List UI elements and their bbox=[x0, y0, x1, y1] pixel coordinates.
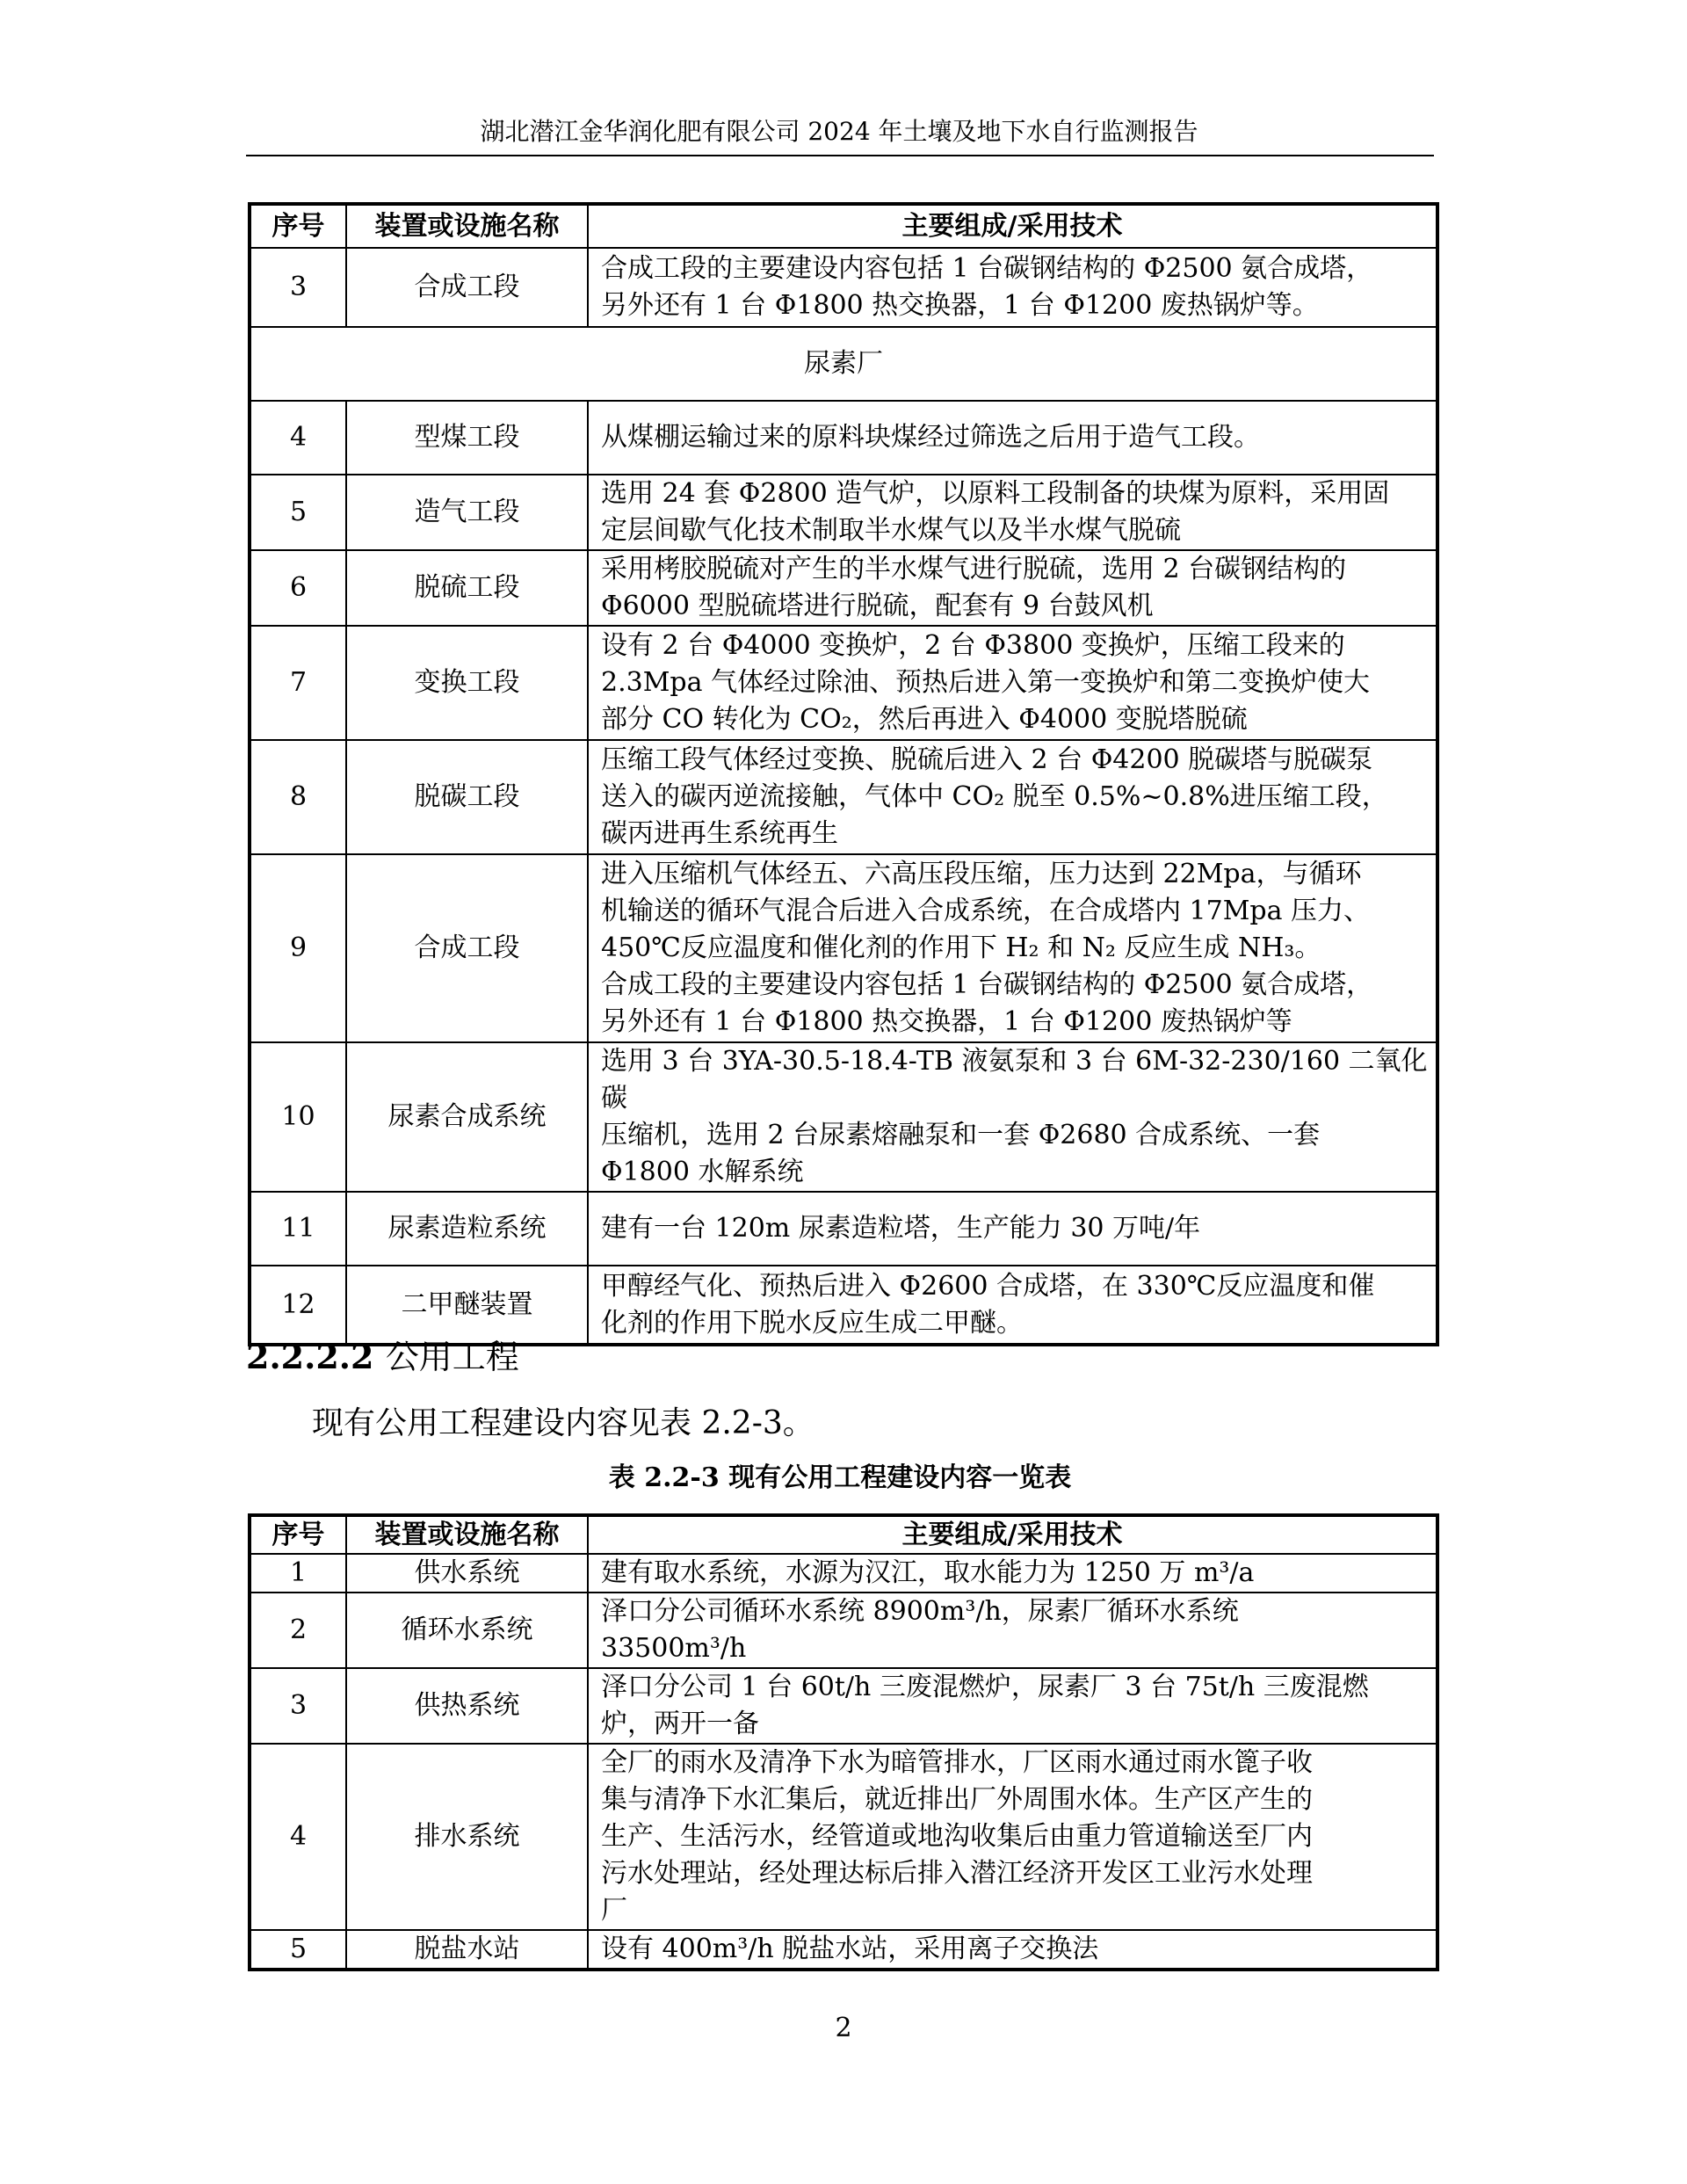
table-row bbox=[250, 1266, 1437, 1345]
row-facility-name: 合成工段 bbox=[346, 248, 588, 327]
row-facility-name: 排水系统 bbox=[346, 1744, 588, 1930]
row-description: 泽口分公司 1 台 60t/h 三废混燃炉，尿素厂 3 台 75t/h 三废混燃 炉，两开一备 bbox=[588, 1668, 1437, 1744]
row-facility-name: 脱盐水站 bbox=[346, 1930, 588, 1970]
row-description: 压缩工段气体经过变换、脱硫后进入 2 台 Φ4200 脱碳塔与脱碳泵 送入的碳丙逆流接触，气体中 CO₂ 脱至 0.5%~0.8%进压缩工段， 碳丙进再生系统再生 bbox=[588, 740, 1437, 854]
column-header-no: 序号 bbox=[250, 1515, 346, 1554]
row-number: 7 bbox=[250, 626, 346, 740]
column-header-no: 序号 bbox=[250, 204, 346, 248]
row-facility-name: 尿素造粒系统 bbox=[346, 1192, 588, 1266]
row-number: 9 bbox=[250, 854, 346, 1042]
column-header-tech: 主要组成/采用技术 bbox=[588, 204, 1437, 248]
row-number: 12 bbox=[250, 1266, 346, 1345]
row-description: 合成工段的主要建设内容包括 1 台碳钢结构的 Φ2500 氨合成塔， 另外还有 1 台 Φ1800 热交换器，1 台 Φ1200 废热锅炉等。 bbox=[588, 248, 1437, 327]
facility-table bbox=[248, 202, 1439, 1346]
table-row bbox=[250, 1668, 1437, 1744]
row-number: 3 bbox=[250, 248, 346, 327]
utility-table bbox=[248, 1513, 1439, 1971]
table-row bbox=[250, 475, 1437, 550]
table-row bbox=[250, 248, 1437, 327]
table-row bbox=[250, 854, 1437, 1042]
row-description: 建有一台 120m 尿素造粒塔，生产能力 30 万吨/年 bbox=[588, 1192, 1437, 1266]
row-description: 建有取水系统，水源为汉江，取水能力为 1250 万 m³/a bbox=[588, 1554, 1437, 1593]
row-number: 5 bbox=[250, 1930, 346, 1970]
row-facility-name: 脱碳工段 bbox=[346, 740, 588, 854]
table-row bbox=[250, 626, 1437, 740]
table-row bbox=[250, 740, 1437, 854]
group-label: 尿素厂 bbox=[250, 327, 1437, 401]
row-facility-name: 合成工段 bbox=[346, 854, 588, 1042]
table-row bbox=[250, 1593, 1437, 1668]
row-description: 进入压缩机气体经五、六高压段压缩，压力达到 22Mpa，与循环 机输送的循环气混合后进入合成系统，在合成塔内 17Mpa 压力、 450℃反应温度和催化剂的作用下 H₂ 和 N₂ 反应生成 NH₃。 合成工段的主要建设内容包括 1 台碳钢结构的 Φ2500 氨合成塔， 另外还有 1 台 Φ1800 热交换器，1 台 Φ1200 废热锅炉等 bbox=[588, 854, 1437, 1042]
column-header-tech: 主要组成/采用技术 bbox=[588, 1515, 1437, 1554]
row-description: 从煤棚运输过来的原料块煤经过筛选之后用于造气工段。 bbox=[588, 401, 1437, 475]
row-description: 选用 24 套 Φ2800 造气炉，以原料工段制备的块煤为原料，采用固 定层间歇气化技术制取半水煤气以及半水煤气脱硫 bbox=[588, 475, 1437, 550]
row-number: 11 bbox=[250, 1192, 346, 1266]
table-row bbox=[250, 1744, 1437, 1930]
column-header-name: 装置或设施名称 bbox=[346, 204, 588, 248]
row-description: 全厂的雨水及清净下水为暗管排水，厂区雨水通过雨水篦子收 集与清净下水汇集后，就近排出厂外周围水体。生产区产生的 生产、生活污水，经管道或地沟收集后由重力管道输送至厂内 污水处理站，经处理达标后排入潜江经济开发区工业污水处理 厂 bbox=[588, 1744, 1437, 1930]
row-description: 设有 2 台 Φ4000 变换炉，2 台 Φ3800 变换炉，压缩工段来的 2.3Mpa 气体经过除油、预热后进入第一变换炉和第二变换炉使大 部分 CO 转化为 CO₂，然后再进入 Φ4000 变脱塔脱硫 bbox=[588, 626, 1437, 740]
row-number: 4 bbox=[250, 401, 346, 475]
row-facility-name: 型煤工段 bbox=[346, 401, 588, 475]
row-facility-name: 供水系统 bbox=[346, 1554, 588, 1593]
table-row bbox=[250, 1192, 1437, 1266]
row-number: 4 bbox=[250, 1744, 346, 1930]
page-number: 2 bbox=[835, 2013, 852, 2043]
row-facility-name: 循环水系统 bbox=[346, 1593, 588, 1668]
row-facility-name: 供热系统 bbox=[346, 1668, 588, 1744]
section-number: 2.2.2.2 bbox=[246, 1337, 374, 1376]
table-row bbox=[250, 1930, 1437, 1970]
row-description: 泽口分公司循环水系统 8900m³/h，尿素厂循环水系统 33500m³/h bbox=[588, 1593, 1437, 1668]
header-rule bbox=[246, 155, 1434, 156]
row-number: 5 bbox=[250, 475, 346, 550]
row-number: 6 bbox=[250, 550, 346, 626]
row-number: 3 bbox=[250, 1668, 346, 1744]
row-facility-name: 脱硫工段 bbox=[346, 550, 588, 626]
row-description: 采用栲胶脱硫对产生的半水煤气进行脱硫，选用 2 台碳钢结构的 Φ6000 型脱硫塔进行脱硫，配套有 9 台鼓风机 bbox=[588, 550, 1437, 626]
table-row bbox=[250, 1042, 1437, 1192]
table-row bbox=[250, 1554, 1437, 1593]
row-description: 选用 3 台 3YA-30.5-18.4-TB 液氨泵和 3 台 6M-32-230/160 二氧化碳 压缩机，选用 2 台尿素熔融泵和一套 Φ2680 合成系统、一套 Φ1800 水解系统 bbox=[588, 1042, 1437, 1192]
row-number: 1 bbox=[250, 1554, 346, 1593]
row-facility-name: 造气工段 bbox=[346, 475, 588, 550]
table-row bbox=[250, 401, 1437, 475]
section-heading bbox=[246, 1334, 519, 1380]
table-row bbox=[250, 550, 1437, 626]
row-facility-name: 变换工段 bbox=[346, 626, 588, 740]
body-paragraph: 现有公用工程建设内容见表 2.2-3。 bbox=[312, 1405, 815, 1441]
row-facility-name: 尿素合成系统 bbox=[346, 1042, 588, 1192]
column-header-name: 装置或设施名称 bbox=[346, 1515, 588, 1554]
row-number: 10 bbox=[250, 1042, 346, 1192]
page-header: 湖北潜江金华润化肥有限公司 2024 年土壤及地下水自行监测报告 bbox=[480, 117, 1198, 146]
row-facility-name: 二甲醚装置 bbox=[346, 1266, 588, 1345]
row-number: 2 bbox=[250, 1593, 346, 1668]
section-title: 公用工程 bbox=[385, 1338, 519, 1376]
row-description: 甲醇经气化、预热后进入 Φ2600 合成塔，在 330℃反应温度和催 化剂的作用下脱水反应生成二甲醚。 bbox=[588, 1266, 1437, 1345]
table-group-row bbox=[250, 327, 1437, 401]
row-description: 设有 400m³/h 脱盐水站，采用离子交换法 bbox=[588, 1930, 1437, 1970]
table-caption: 表 2.2-3 现有公用工程建设内容一览表 bbox=[608, 1462, 1072, 1493]
row-number: 8 bbox=[250, 740, 346, 854]
